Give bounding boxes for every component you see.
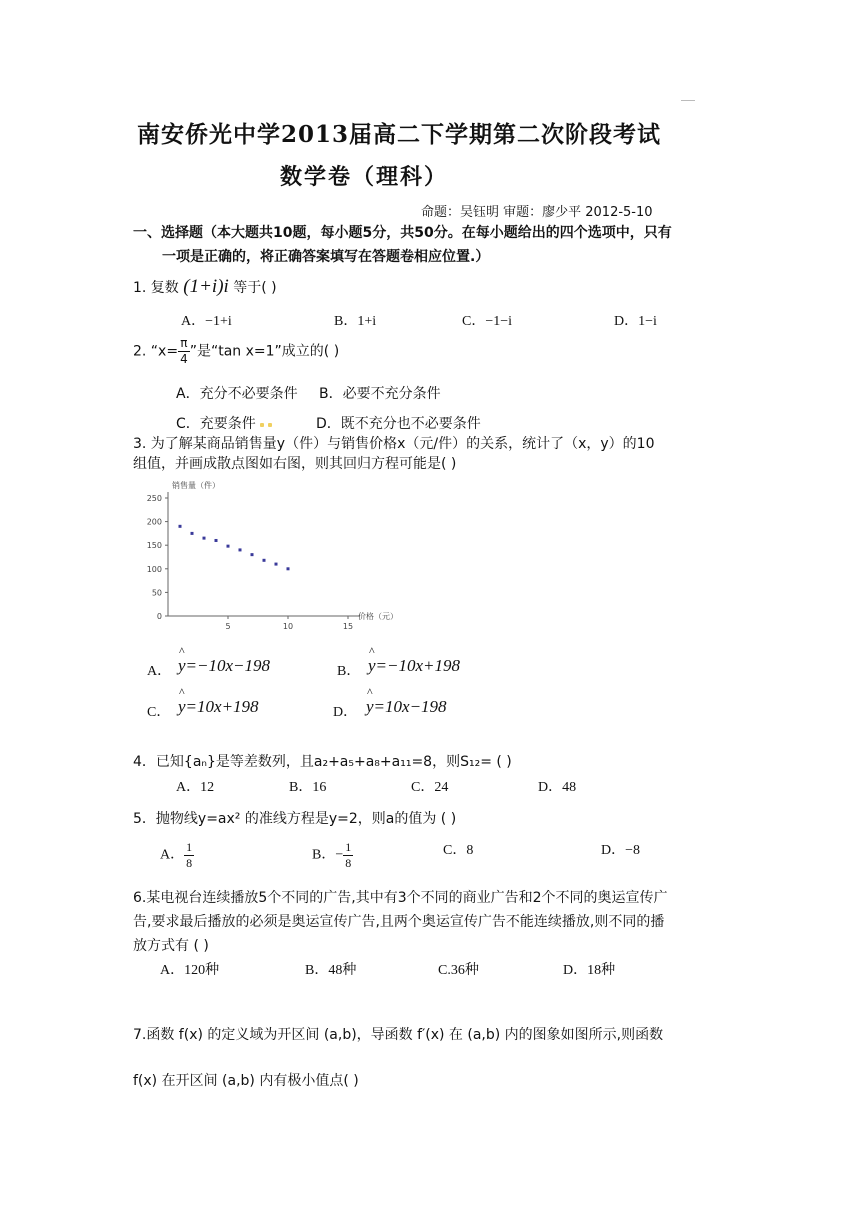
data-point bbox=[215, 539, 218, 542]
data-point bbox=[239, 548, 242, 551]
q1-option-d: D．1−i bbox=[614, 314, 657, 329]
q2-suffix: ”是“tan x=1”成立的( ) bbox=[189, 343, 340, 360]
scan-mark bbox=[681, 100, 695, 101]
exam-subtitle: 数学卷（理科） bbox=[280, 164, 449, 190]
q2-option-c: C．充要条件 bbox=[176, 416, 256, 432]
q5-option-c: C．8 bbox=[443, 843, 474, 858]
question-1 bbox=[133, 276, 277, 298]
scan-speck bbox=[268, 423, 272, 427]
data-point bbox=[287, 567, 290, 570]
q3-option-d-label: D． bbox=[333, 705, 358, 720]
q6-option-d: D．18种 bbox=[563, 963, 616, 978]
q3-option-b-label: B． bbox=[337, 664, 361, 679]
scatter-chart bbox=[140, 478, 398, 631]
q1-option-b: B．1+i bbox=[334, 314, 377, 329]
q1-option-c: C．−1−i bbox=[462, 314, 513, 329]
data-point bbox=[275, 563, 278, 566]
q1-option-a: A．−1+i bbox=[181, 314, 232, 329]
x-tick-label: 5 bbox=[225, 622, 231, 631]
q2-prefix: 2. “x= bbox=[133, 343, 179, 360]
data-point bbox=[179, 525, 182, 528]
y-axis-label: 销售量（件） bbox=[172, 481, 220, 490]
section-heading-line1: 一、选择题（本大题共10题，每小题5分，共50分。在每小题给出的四个选项中，只有 bbox=[133, 225, 672, 241]
chart-labels bbox=[147, 480, 398, 631]
chart-points bbox=[179, 525, 290, 570]
question-3-line1: 3. 为了解某商品销售量y（件）与销售价格x（元/件）的关系，统计了（x，y）的10 bbox=[133, 436, 655, 452]
q1-expression: (1+i)i bbox=[183, 276, 229, 297]
y-tick-label: 250 bbox=[146, 494, 162, 503]
question-7-line2: f(x) 在开区间 (a,b) 内有极小值点( ) bbox=[133, 1073, 359, 1089]
q4-option-a: A．12 bbox=[176, 780, 215, 795]
y-tick-label: 200 bbox=[146, 517, 162, 527]
q2-fraction: $\frac{\pi}{4}$ bbox=[180, 336, 188, 366]
q2-option-b: B．必要不充分条件 bbox=[319, 386, 441, 402]
q3-option-a-label: A． bbox=[147, 664, 172, 679]
q5-option-d: D．−8 bbox=[601, 843, 641, 858]
y-tick-label: 100 bbox=[146, 564, 162, 574]
question-6-line2: 告,要求最后播放的必须是奥运宣传广告,且两个奥运宣传广告不能连续播放,则不同的播 bbox=[133, 914, 665, 930]
x-axis-label: 价格（元） bbox=[358, 612, 398, 621]
q6-option-b: B．48种 bbox=[305, 963, 357, 978]
q3-option-c-expr: ^ y=10x+198 bbox=[178, 697, 259, 717]
question-2 bbox=[133, 336, 339, 367]
q3-option-b-expr: ^ y=−10x+198 bbox=[368, 656, 460, 676]
q5-option-a-fraction: $\frac{1}{8}$ bbox=[186, 840, 193, 870]
q5-option-b-label: B．− bbox=[312, 847, 344, 863]
question-7-line1: 7.函数 f(x) 的定义域为开区间 (a,b)，导函数 f′(x) 在 (a,b) 内的图象如图所示,则函数 bbox=[133, 1027, 664, 1043]
q4-option-c: C．24 bbox=[411, 780, 449, 795]
question-5: 5．抛物线y=ax² 的准线方程是y=2，则a的值为 ( ) bbox=[133, 811, 457, 827]
q5-option-b-fraction: $\frac{1}{8}$ bbox=[345, 840, 352, 870]
q5-option-a bbox=[160, 840, 194, 871]
question-6-line1: 6.某电视台连续播放5个不同的广告,其中有3个不同的商业广告和2个不同的奥运宣传广 bbox=[133, 890, 668, 906]
chart-axes bbox=[165, 492, 360, 619]
data-point bbox=[203, 537, 206, 540]
data-point bbox=[191, 532, 194, 535]
q6-option-a: A．120种 bbox=[160, 963, 220, 978]
q1-prefix: 1. 复数 bbox=[133, 280, 179, 296]
x-tick-label: 10 bbox=[282, 622, 294, 631]
q4-option-d: D．48 bbox=[538, 780, 577, 795]
data-point bbox=[263, 559, 266, 562]
question-6-line3: 放方式有 ( ) bbox=[133, 938, 209, 954]
question-4: 4．已知{aₙ}是等差数列，且a₂+a₅+a₈+a₁₁=8，则S₁₂= ( ) bbox=[133, 754, 512, 770]
exam-meta: 命题：吴钰明 审题：廖少平 2012-5-10 bbox=[421, 205, 653, 220]
q2-option-a: A．充分不必要条件 bbox=[176, 386, 298, 402]
q5-option-b bbox=[312, 840, 353, 871]
q1-suffix: 等于( ) bbox=[233, 280, 277, 296]
q6-option-c: C.36种 bbox=[438, 963, 479, 978]
section-heading-line2: 一项是正确的，将正确答案填写在答题卷相应位置.） bbox=[162, 249, 490, 265]
exam-title: 南安侨光中学2013届高二下学期第二次阶段考试 bbox=[137, 121, 662, 148]
q3-option-a-expr: ^ y=−10x−198 bbox=[178, 656, 270, 676]
data-point bbox=[251, 553, 254, 556]
q3-option-d-expr: ^ y=10x−198 bbox=[366, 697, 447, 717]
q2-option-d: D．既不充分也不必要条件 bbox=[316, 416, 481, 432]
y-tick-label: 150 bbox=[146, 541, 162, 551]
scan-speck bbox=[260, 423, 264, 427]
q3-option-c-label: C． bbox=[147, 705, 171, 720]
q5-option-a-label: A． bbox=[160, 847, 185, 863]
y-tick-label: 0 bbox=[156, 612, 162, 621]
question-3-line2: 组值，并画成散点图如右图，则其回归方程可能是( ) bbox=[133, 456, 457, 472]
q4-option-b: B．16 bbox=[289, 780, 327, 795]
y-tick-label: 50 bbox=[151, 588, 162, 598]
data-point bbox=[227, 545, 230, 548]
x-tick-label: 15 bbox=[342, 622, 354, 631]
